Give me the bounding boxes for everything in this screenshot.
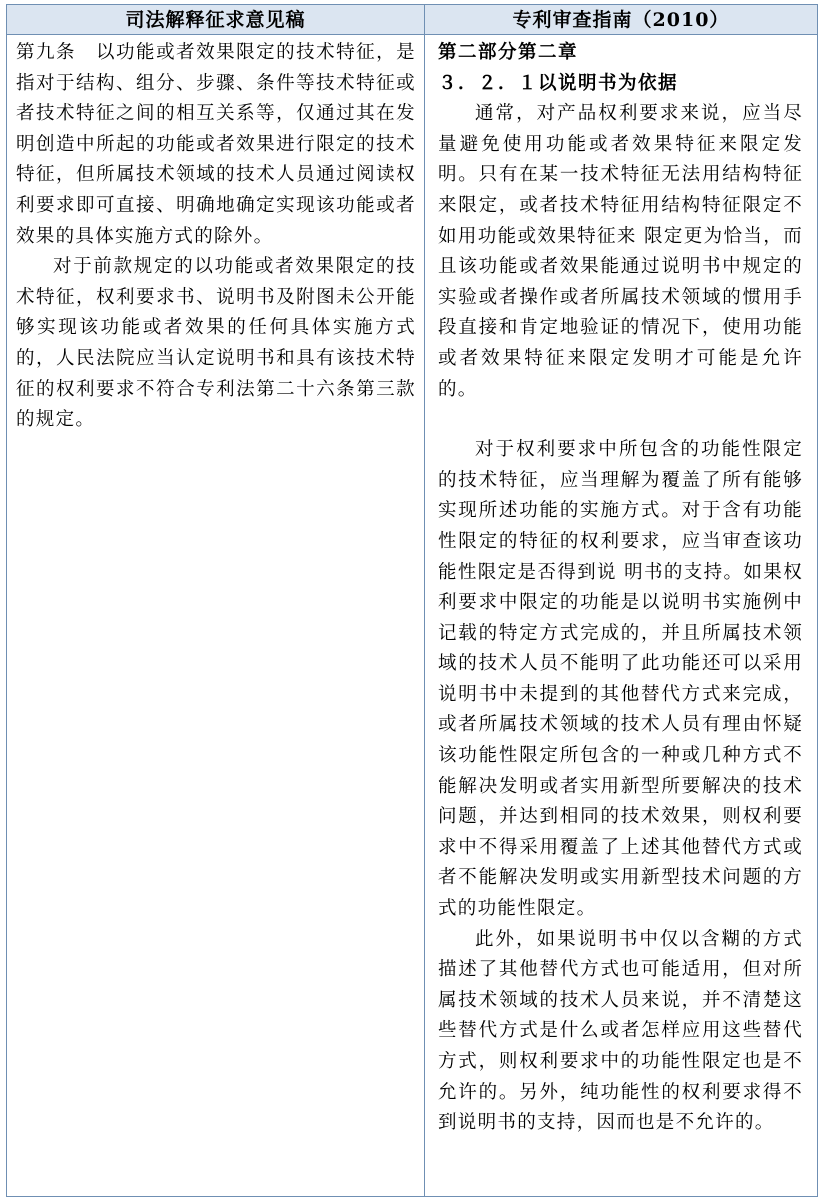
right-cell <box>425 35 818 1197</box>
article-9-second-paragraph: 对于前款规定的以功能或者效果限定的技术特征，权利要求书、说明书及附图未公开能够实现该功能或者效果的任何具体实施方式的，人民法院应当认定说明书和具有该技术特征的权利要求不符合专利法第二十六条第三款的规定。 <box>16 256 416 431</box>
part-chapter-heading: 第二部分第二章 <box>438 42 579 63</box>
section-heading: ３．２．１以说明书为依据 <box>438 72 679 94</box>
guideline-paragraph-1: 通常，对产品权利要求来说，应当尽量避免使用功能或者效果特征来限定发明。只有在某一技术特征无法用结构特征来限定，或者技术特征用结构特征限定不如用功能或效果特征来 限定更为恰当，而且该功能或者效果能通过说明书中规定的实验或者操作或者所属技术领域的惯用手段直接和肯定地验证的情况下，使用功能或者效果特征来限定发明才可能是允许的。 <box>438 103 803 400</box>
header-patent-examination-guidelines: 专利审查指南（2010） <box>425 5 818 35</box>
header-judicial-interpretation-draft: 司法解释征求意见稿 <box>7 5 425 35</box>
comparison-table <box>6 4 818 1197</box>
guideline-paragraph-2: 对于权利要求中所包含的功能性限定的技术特征，应当理解为覆盖了所有能够实现所述功能的实施方式。对于含有功能性限定的特征的权利要求，应当审查该功能性限定是否得到说 明书的支持。如果权利要求中限定的功能是以说明书实施例中记载的特定方式完成的，并且所属技术领域的技术人员不能明了此功能还可以采用说明书中未提到的其他替代方式来完成， 或者所属技术领域的技术人员有理由怀疑该功能性限定所包含的一种或几种方式不能解决发明或者实用新型所要解决的技术问题，并达到相同的技术效果，则权利要求中不得采用覆盖了上述其他替代方式或者不能解决发明或实用新型技术问题的方式的功能性限定。 <box>438 439 803 920</box>
paragraph-gap <box>438 405 803 435</box>
article-9-paragraph: 第九条 以功能或者效果限定的技术特征，是指对于结构、组分、步骤、条件等技术特征或者技术特征之间的相互关系等，仅通过其在发明创造中所起的功能或者效果进行限定的技术特征，但所属技术领域的技术人员通过阅读权利要求即可直接、明确地确定实现该功能或者效果的具体实施方式的除外。 <box>16 42 416 247</box>
table-row <box>7 35 818 1197</box>
table-header-row <box>7 5 818 35</box>
guideline-paragraph-3: 此外，如果说明书中仅以含糊的方式描述了其他替代方式也可能适用，但对所属技术领域的技术人员来说，并不清楚这些替代方式是什么或者怎样应用这些替代方式，则权利要求中的功能性限定也是不允许的。另外，纯功能性的权利要求得不到说明书的支持，因而也是不允许的。 <box>438 928 803 1134</box>
left-cell <box>7 35 425 1197</box>
